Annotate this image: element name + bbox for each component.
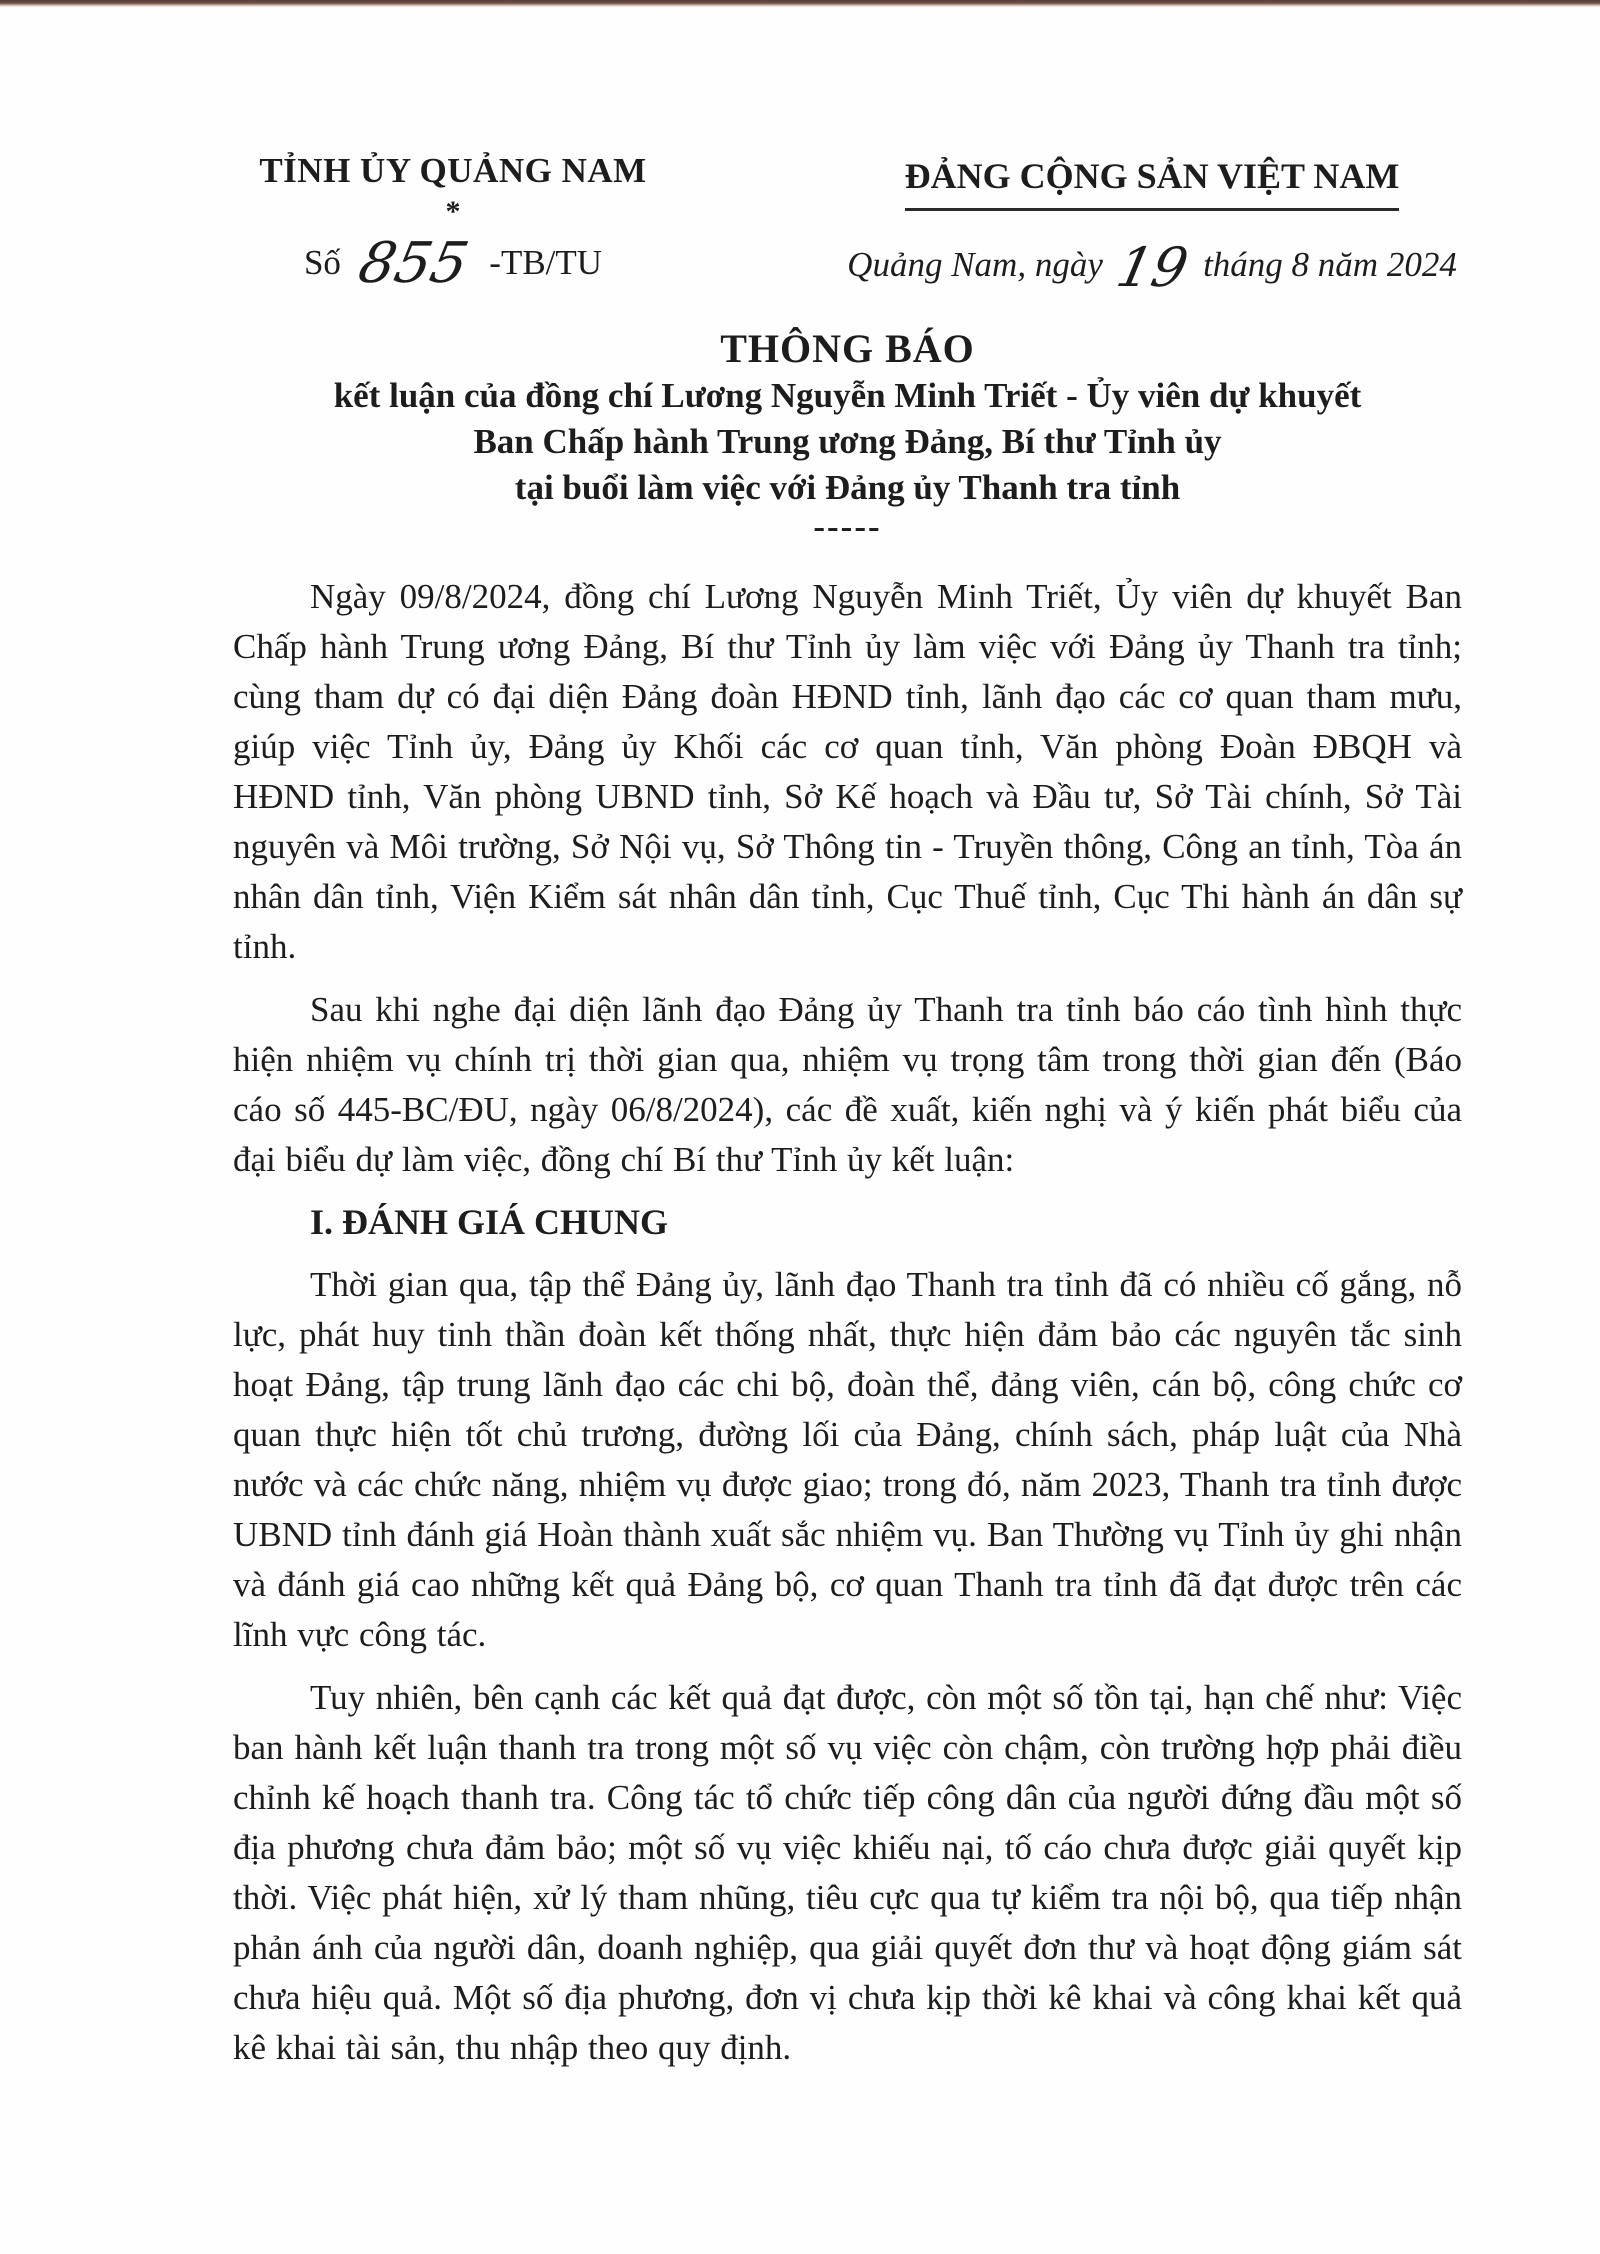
scan-top-edge (0, 0, 1600, 7)
body-paragraph-2: Sau khi nghe đại diện lãnh đạo Đảng ủy Thanh tra tỉnh báo cáo tình hình thực hiện nhiệm vụ chính trị thời gian qua, nhiệm vụ trọng tâm trong thời gian đến (Báo cáo số 445-BC/ĐU, ngày 06/8/2024), các đề xuất, kiến nghị và ý kiến phát biểu của đại biểu dự làm việc, đồng chí Bí thư Tỉnh ủy kết luận: (233, 990, 1462, 1179)
star-separator: * (445, 195, 461, 228)
title-subtitle-line-2: Ban Chấp hành Trung ương Đảng, Bí thư Tỉnh ủy (473, 422, 1222, 461)
title-separator: ----- (813, 507, 882, 546)
dateline-suffix: tháng 8 năm 2024 (1203, 245, 1457, 284)
title-subtitle-line-1: kết luận của đồng chí Lương Nguyễn Minh Triết - Ủy viên dự khuyết (333, 376, 1362, 415)
party-header-block (842, 154, 1462, 299)
body-paragraph-3: Thời gian qua, tập thể Đảng ủy, lãnh đạo Thanh tra tỉnh đã có nhiều cố gắng, nỗ lực, phát huy tinh thần đoàn kết thống nhất, thực hiện đảm bảo các nguyên tắc sinh hoạt Đảng, tập trung lãnh đạo các chi bộ, đoàn thể, đảng viên, cán bộ, công chức cơ quan thực hiện tốt chủ trương, đường lối của Đảng, chính sách, pháp luật của Nhà nước và các chức năng, nhiệm vụ được giao; trong đó, năm 2023, Thanh tra tỉnh được UBND tỉnh đánh giá Hoàn thành xuất sắc nhiệm vụ. Ban Thường vụ Tỉnh ủy ghi nhận và đánh giá cao những kết quả Đảng bộ, cơ quan Thanh tra tỉnh đã đạt được trên các lĩnh vực công tác. (233, 1265, 1462, 1654)
issuing-org-name: TỈNH ỦY QUẢNG NAM (259, 151, 647, 190)
dateline-prefix: Quảng Nam, ngày (847, 245, 1103, 284)
title-block (233, 325, 1462, 546)
document-header (233, 149, 1462, 299)
page-content (0, 149, 1600, 2073)
doc-number-suffix: -TB/TU (489, 243, 603, 282)
doc-type-title: THÔNG BÁO (720, 326, 975, 371)
title-subtitle-line-3: tại buổi làm việc với Đảng ủy Thanh tra tỉnh (514, 468, 1181, 507)
document-number: Số 855 -TB/TU (303, 231, 603, 296)
document-body (233, 572, 1462, 2073)
body-paragraph-4: Tuy nhiên, bên cạnh các kết quả đạt được, còn một số tồn tại, hạn chế như: Việc ban hành kết luận thanh tra trong một số vụ việc còn chậm, còn trường hợp phải điều chỉnh kế hoạch thanh tra. Công tác tổ chức tiếp công dân của người đứng đầu một số địa phương chưa đảm bảo; một số vụ việc khiếu nại, tố cáo chưa được giải quyết kịp thời. Việc phát hiện, xử lý tham nhũng, tiêu cực qua tự kiểm tra nội bộ, qua tiếp nhận phản ánh của người dân, doanh nghiệp, qua giải quyết đơn thư và hoạt động giám sát chưa hiệu quả. Một số địa phương, đơn vị chưa kịp thời kê khai và công khai kết quả kê khai tài sản, thu nhập theo quy định. (233, 1678, 1462, 2067)
issuing-org-block (233, 149, 673, 296)
dateline: Quảng Nam, ngày 19 tháng 8 năm 2024 (847, 236, 1457, 299)
party-name: ĐẢNG CỘNG SẢN VIỆT NAM (905, 154, 1400, 211)
doc-number-label: Số (303, 243, 341, 282)
section-heading-danh-gia-chung: I. ĐÁNH GIÁ CHUNG (310, 1202, 669, 1242)
body-paragraph-1: Ngày 09/8/2024, đồng chí Lương Nguyễn Minh Triết, Ủy viên dự khuyết Ban Chấp hành Trung ương Đảng, Bí thư Tỉnh ủy làm việc với Đảng ủy Thanh tra tỉnh; cùng tham dự có đại diện Đảng đoàn HĐND tỉnh, lãnh đạo các cơ quan tham mưu, giúp việc Tỉnh ủy, Đảng ủy Khối các cơ quan tỉnh, Văn phòng Đoàn ĐBQH và HĐND tỉnh, Văn phòng UBND tỉnh, Sở Kế hoạch và Đầu tư, Sở Tài chính, Sở Tài nguyên và Môi trường, Sở Nội vụ, Sở Thông tin - Truyền thông, Công an tỉnh, Tòa án nhân dân tỉnh, Viện Kiểm sát nhân dân tỉnh, Cục Thuế tỉnh, Cục Thi hành án dân sự tỉnh. (233, 577, 1462, 966)
